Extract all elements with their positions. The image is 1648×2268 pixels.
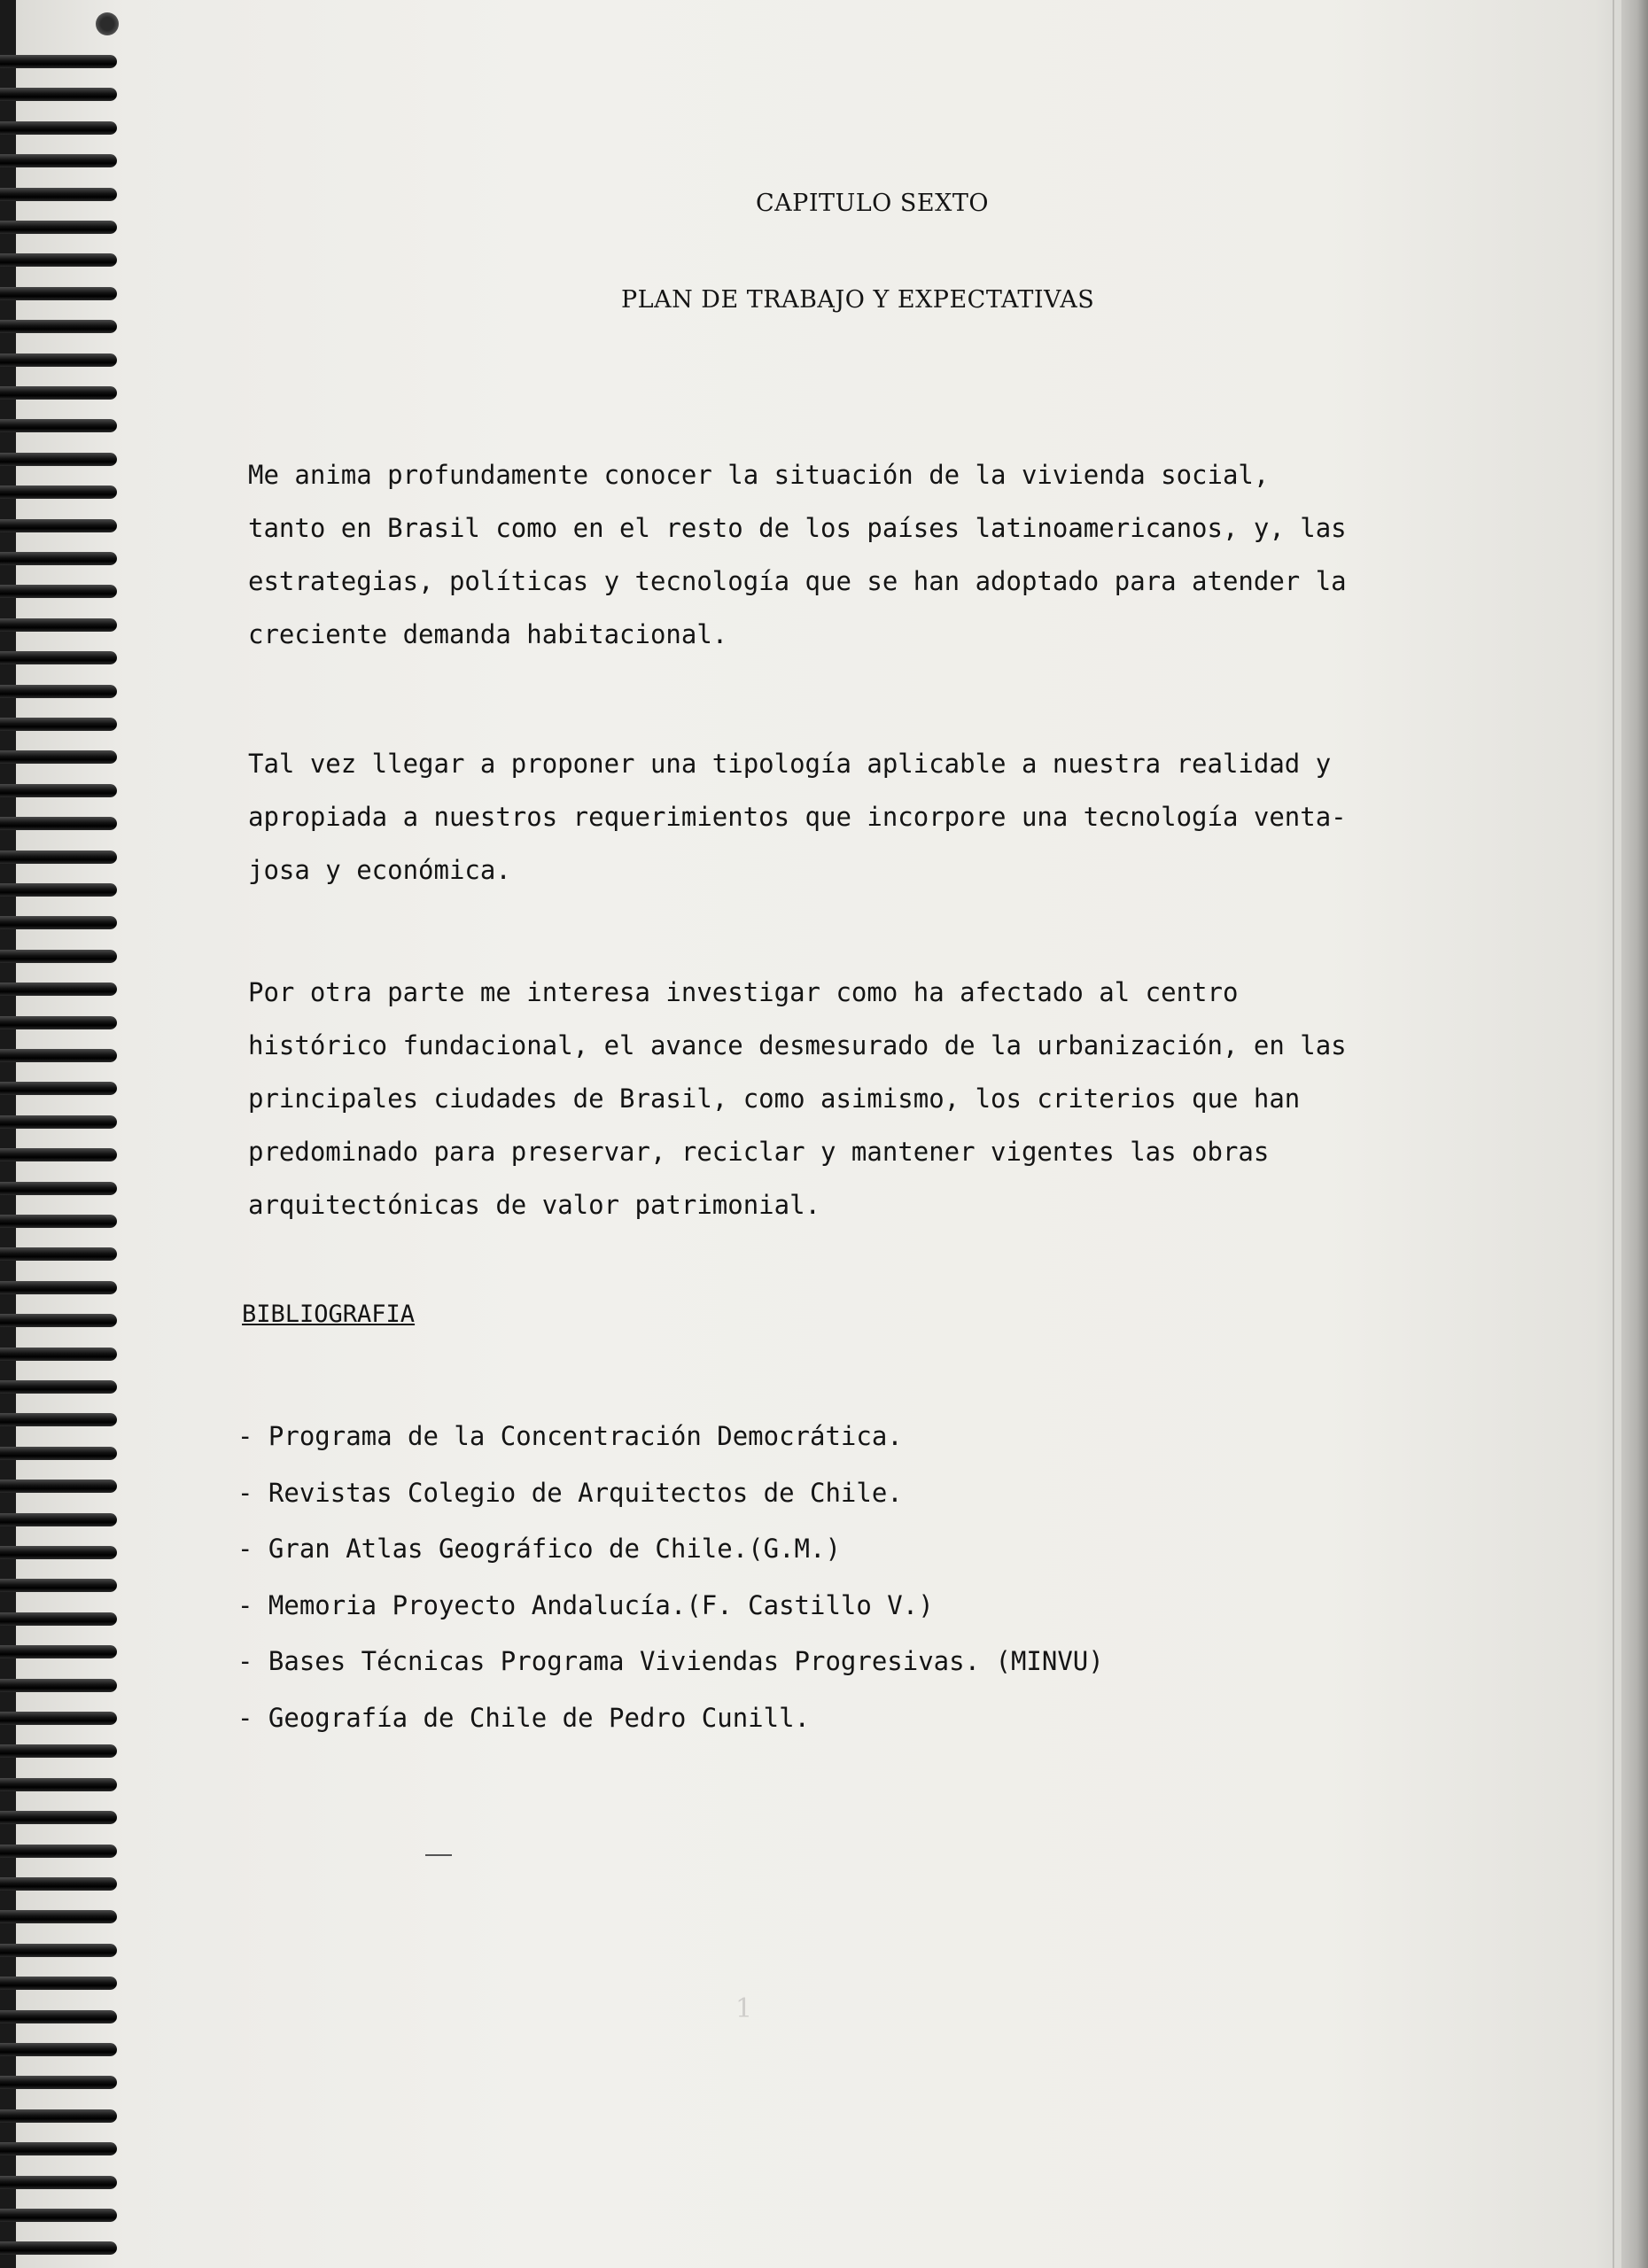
bibliography-item: - Revistas Colegio de Arquitectos de Chile. <box>237 1477 903 1508</box>
bibliography-list <box>237 1409 1104 1746</box>
paragraph-line: principales ciudades de Brasil, como asimismo, los criterios que han <box>248 1084 1301 1114</box>
paragraph-line: creciente demanda habitacional. <box>248 619 728 649</box>
paragraph-line: josa y económica. <box>248 855 511 885</box>
paragraph-line: apropiada a nuestros requerimientos que incorpore una tecnología venta- <box>248 802 1347 832</box>
paragraph-line: estrategias, políticas y tecnología que se han adoptado para atender la <box>248 566 1347 596</box>
section-title: PLAN DE TRABAJO Y EXPECTATIVAS <box>621 286 1095 314</box>
paragraph-line: tanto en Brasil como en el resto de los países latinoamericanos, y, las <box>248 513 1347 543</box>
paragraph-3 <box>248 966 1460 1231</box>
paragraph-1 <box>248 448 1460 661</box>
bibliography-item: - Gran Atlas Geográfico de Chile.(G.M.) <box>237 1534 841 1564</box>
short-rule <box>425 1854 452 1856</box>
paragraph-line: Me anima profundamente conocer la situación de la vivienda social, <box>248 460 1270 490</box>
page-number: 1 <box>735 1993 753 2024</box>
paragraph-line: histórico fundacional, el avance desmesurado de la urbanización, en las <box>248 1030 1347 1060</box>
chapter-title: CAPITULO SEXTO <box>756 190 989 217</box>
bibliography-heading: BIBLIOGRAFIA <box>242 1301 416 1328</box>
paragraph-line: predominado para preservar, reciclar y mantener vigentes las obras <box>248 1137 1270 1167</box>
paragraph-line: arquitectónicas de valor patrimonial. <box>248 1190 821 1220</box>
paragraph-line: Tal vez llegar a proponer una tipología aplicable a nuestra realidad y <box>248 749 1332 779</box>
bibliography-item: - Memoria Proyecto Andalucía.(F. Castillo V.) <box>237 1589 934 1620</box>
bibliography-item: - Programa de la Concentración Democrática. <box>237 1421 903 1451</box>
bibliography-item: - Geografía de Chile de Pedro Cunill. <box>237 1702 811 1733</box>
paragraph-2 <box>248 737 1460 897</box>
bibliography-item: - Bases Técnicas Programa Viviendas Progresivas. (MINVU) <box>237 1646 1104 1676</box>
paragraph-line: Por otra parte me interesa investigar como ha afectado al centro <box>248 977 1239 1007</box>
